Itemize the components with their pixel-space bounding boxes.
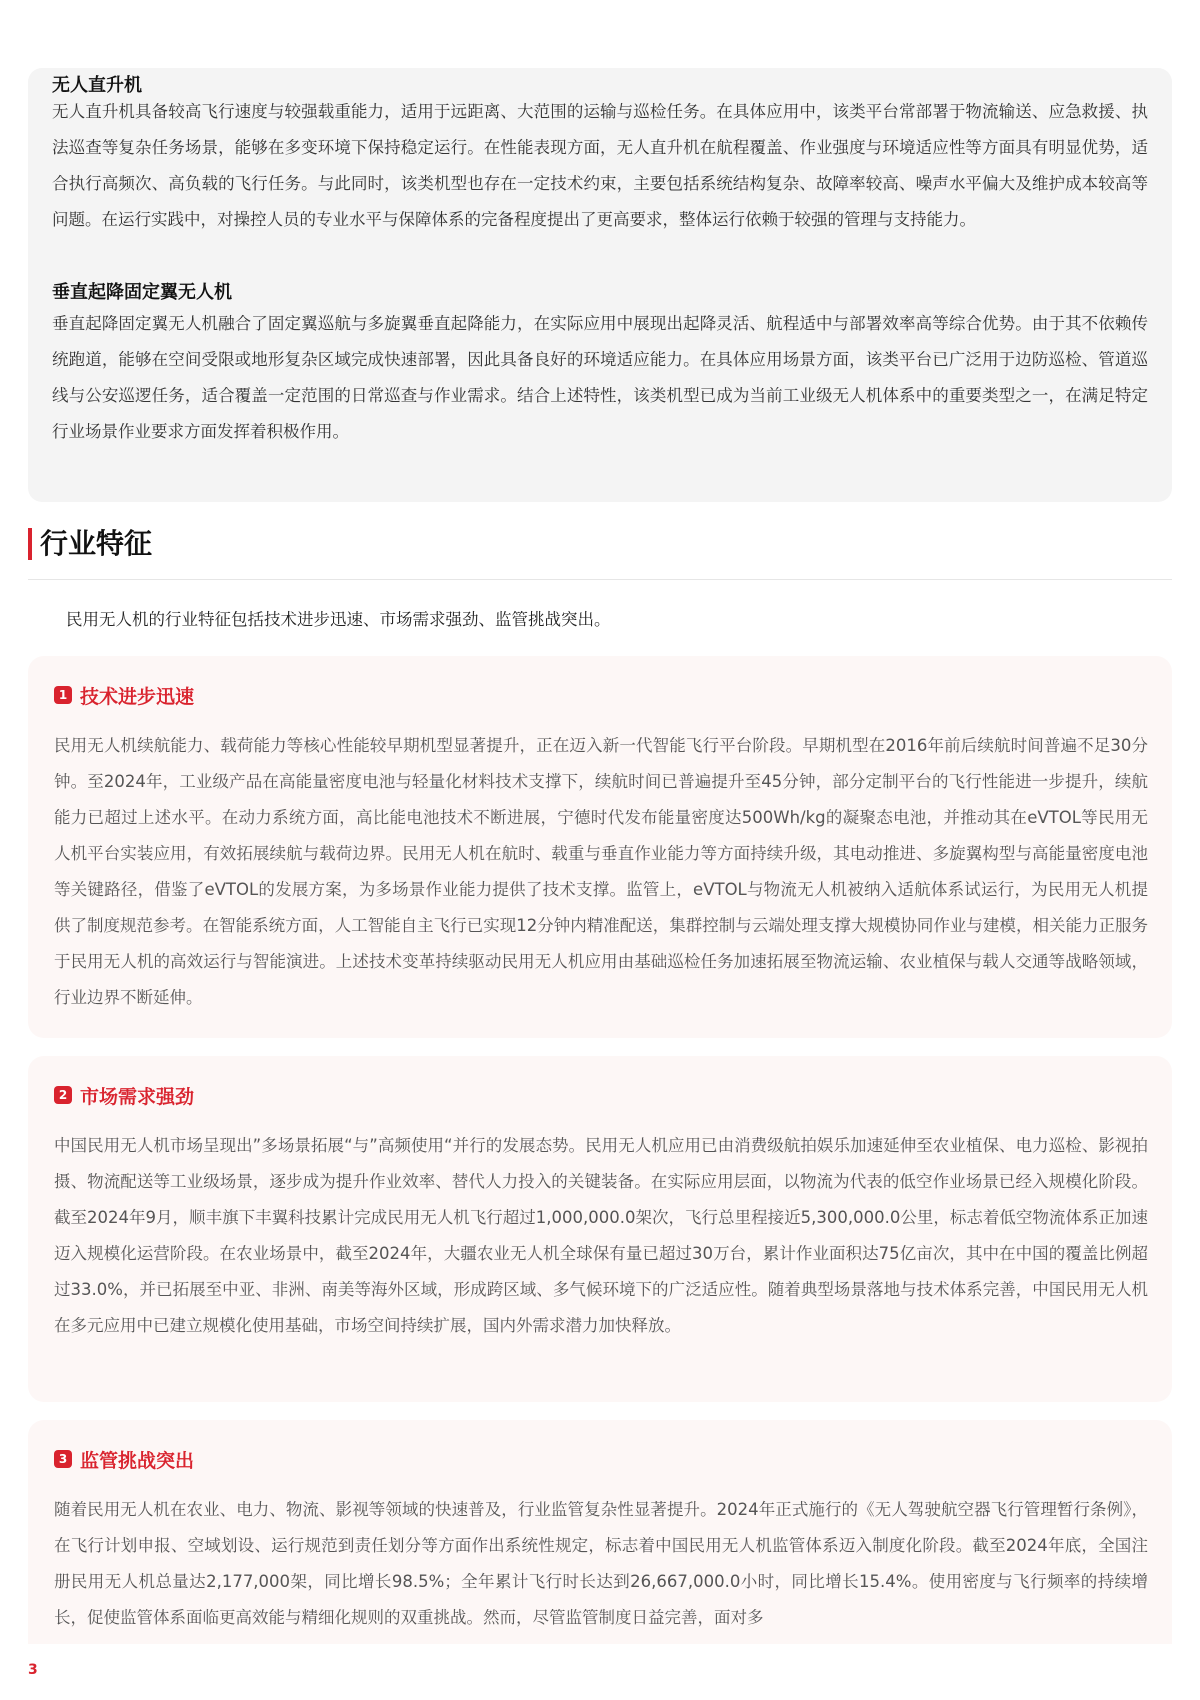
feature-card-title: 市场需求强劲 bbox=[80, 1086, 195, 1108]
section-divider bbox=[28, 579, 1172, 580]
heading-vtol-fixed-wing: 垂直起降固定翼无人机 bbox=[52, 282, 232, 303]
feature-card-3 bbox=[28, 1420, 1172, 1644]
section-intro: 民用无人机的行业特征包括技术进步迅速、市场需求强劲、监管挑战突出。 bbox=[66, 610, 611, 629]
feature-card-1 bbox=[28, 656, 1172, 1038]
heading-unmanned-helicopter: 无人直升机 bbox=[52, 75, 142, 96]
section-accent-bar bbox=[28, 528, 32, 560]
page-number: 3 bbox=[28, 1662, 38, 1678]
paragraph-unmanned-helicopter: 无人直升机具备较高飞行速度与较强载重能力，适用于远距离、大范围的运输与巡检任务。在具体应用中，该类平台常部署于物流输送、应急救援、执法巡查等复杂任务场景，能够在多变环境下保持稳定运行。在性能表现方面，无人直升机在航程覆盖、作业强度与环境适应性等方面具有明显优势，适合执行高频次、高负载的飞行任务。与此同时，该类机型也存在一定技术约束，主要包括系统结构复杂、故障率较高、噪声水平偏大及维护成本较高等问题。在运行实践中，对操控人员的专业水平与保障体系的完备程度提出了更高要求，整体运行依赖于较强的管理与支持能力。 bbox=[52, 102, 1148, 229]
feature-card-text: 民用无人机续航能力、载荷能力等核心性能较早期机型显著提升，正在迈入新一代智能飞行平台阶段。早期机型在2016年前后续航时间普遍不足30分钟。至2024年，工业级产品在高能量密度电池与轻量化材料技术支撑下，续航时间已普遍提升至45分钟，部分定制平台的飞行性能进一步提升，续航能力已超过上述水平。在动力系统方面，高比能电池技术不断进展，宁德时代发布能量密度达500Wh/kg的凝聚态电池，并推动其在eVTOL等民用无人机平台实装应用，有效拓展续航与载荷边界。民用无人机在航时、载重与垂直作业能力等方面持续升级，其电动推进、多旋翼构型与高能量密度电池等关键路径，借鉴了eVTOL的发展方案，为多场景作业能力提供了技术支撑。监管上，eVTOL与物流无人机被纳入适航体系试运行，为民用无人机提供了制度规范参考。在智能系统方面，人工智能自主飞行已实现12分钟内精准配送，集群控制与云端处理支撑大规模协同作业与建模，相关能力正服务于民用无人机的高效运行与智能演进。上述技术变革持续驱动民用无人机应用由基础巡检任务加速拓展至物流运输、农业植保与载人交通等战略领域，行业边界不断延伸。 bbox=[54, 736, 1148, 1007]
number-badge: 2 bbox=[54, 1086, 72, 1104]
feature-card-2 bbox=[28, 1056, 1172, 1402]
number-badge: 3 bbox=[54, 1450, 72, 1468]
section-title: 行业特征 bbox=[40, 527, 153, 560]
number-badge: 1 bbox=[54, 686, 72, 704]
feature-card-title: 技术进步迅速 bbox=[80, 686, 195, 708]
feature-card-text: 随着民用无人机在农业、电力、物流、影视等领域的快速普及，行业监管复杂性显著提升。2024年正式施行的《无人驾驶航空器飞行管理暂行条例》，在飞行计划申报、空域划设、运行规范到责任划分等方面作出系统性规定，标志着中国民用无人机监管体系迈入制度化阶段。截至2024年底，全国注册民用无人机总量达2,177,000架，同比增长98.5%；全年累计飞行时长达到26,667,000.0小时，同比增长15.4%。使用密度与飞行频率的持续增长，促使监管体系面临更高效能与精细化规则的双重挑战。然而，尽管监管制度日益完善，面对多 bbox=[54, 1500, 1148, 1627]
feature-card-text: 中国民用无人机市场呈现出”多场景拓展“与”高频使用“并行的发展态势。民用无人机应用已由消费级航拍娱乐加速延伸至农业植保、电力巡检、影视拍摄、物流配送等工业级场景，逐步成为提升作业效率、替代人力投入的关键装备。在实际应用层面，以物流为代表的低空作业场景已经入规模化阶段。截至2024年9月，顺丰旗下丰翼科技累计完成民用无人机飞行超过1,000,000.0架次，飞行总里程接近5,300,000.0公里，标志着低空物流体系正加速迈入规模化运营阶段。在农业场景中，截至2024年，大疆农业无人机全球保有量已超过30万台，累计作业面积达75亿亩次，其中在中国的覆盖比例超过33.0%，并已拓展至中亚、非洲、南美等海外区域，形成跨区域、多气候环境下的广泛适应性。随着典型场景落地与技术体系完善，中国民用无人机在多元应用中已建立规模化使用基础，市场空间持续扩展，国内外需求潜力加快释放。 bbox=[54, 1136, 1148, 1335]
drone-types-box bbox=[28, 68, 1172, 502]
feature-card-title: 监管挑战突出 bbox=[80, 1450, 195, 1472]
paragraph-vtol-fixed-wing: 垂直起降固定翼无人机融合了固定翼巡航与多旋翼垂直起降能力，在实际应用中展现出起降灵活、航程适中与部署效率高等综合优势。由于其不依赖传统跑道，能够在空间受限或地形复杂区域完成快速部署，因此具备良好的环境适应能力。在具体应用场景方面，该类平台已广泛用于边防巡检、管道巡线与公安巡逻任务，适合覆盖一定范围的日常巡查与作业需求。结合上述特性，该类机型已成为当前工业级无人机体系中的重要类型之一，在满足特定行业场景作业要求方面发挥着积极作用。 bbox=[52, 314, 1148, 441]
